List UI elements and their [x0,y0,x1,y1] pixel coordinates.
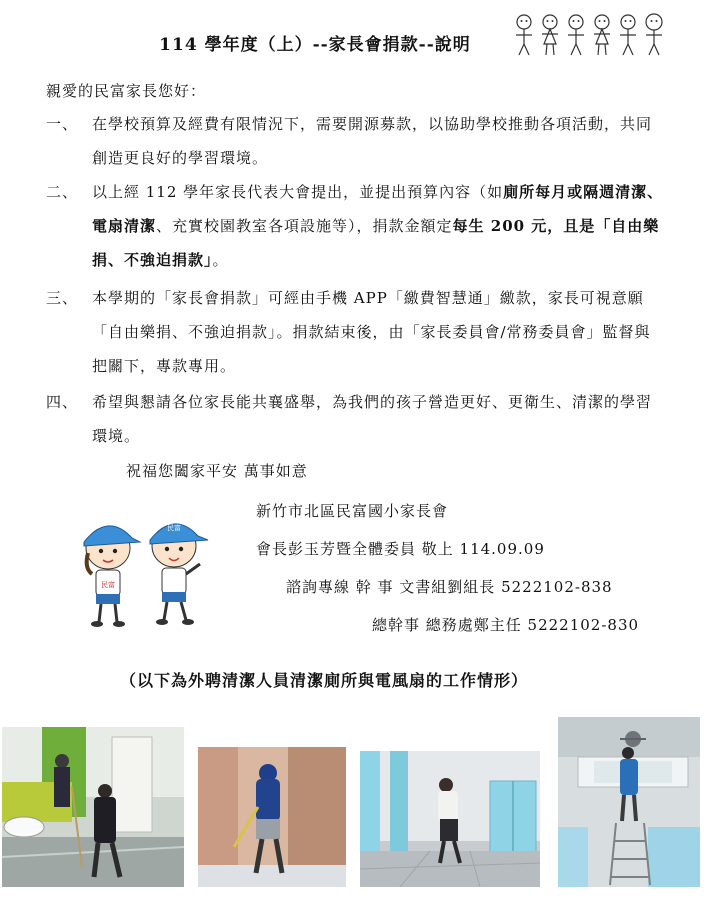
signature-org: 新竹市北區民富國小家長會 [256,502,449,520]
photo-cleaning-restroom-sinks [2,727,184,887]
list-item-2 [46,175,666,279]
list-item-1 [46,107,666,177]
signature-president: 會長彭玉芳暨全體委員 敬上 114.09.09 [256,540,545,558]
item-text [92,175,666,277]
photo-cleaning-ceiling-fan [558,717,700,887]
item-number: 一、 [46,115,79,133]
item-text [92,107,666,175]
children-doodle-icon [510,10,670,58]
body-text: 。 [212,251,229,269]
contact-line-1: 諮詢專線 幹 事 文書組劉組長 5222102-838 [286,578,613,596]
mascot-cap-label: 民富 [167,524,181,532]
page-title: 114 學年度（上）--家長會捐款--說明 [159,35,471,55]
body-text: 希望與懇請各位家長能共襄盛舉，為我們的孩子營造更好、更衛生、清潔的學習環境。 [92,393,653,445]
item-number: 二、 [46,183,79,201]
item-number: 三、 [46,289,79,307]
photo-cleaning-stall-door [198,747,346,887]
mascot-shirt-label: 民富 [101,581,115,589]
greeting: 親愛的民富家長您好： [46,82,207,100]
contact-line-2: 總幹事 總務處鄭主任 5222102-830 [372,616,640,634]
emphasis-text: 廁所每月或隔週清潔、電扇清潔 [92,183,664,235]
item-text [92,281,666,383]
school-mascots-icon [70,508,220,633]
body-text: 本學期的「家長會捐款」可經由手機 APP「繳費智慧通」繳款，家長可視意願「自由樂捐、不強迫捐款」。捐款結束後，由「家長委員會/常務委員會」監督與把關下，專款專用。 [92,289,651,375]
body-text: 在學校預算及經費有限情況下，需要開源募款，以協助學校推動各項活動，共同創造更良好的學習環境。 [92,115,653,167]
emphasis-text: 每生 200 元，且是「自由樂捐、不強迫捐款」 [92,217,660,269]
list-item-4 [46,385,666,455]
item-number: 四、 [46,393,79,411]
photos-caption: （以下為外聘清潔人員清潔廁所與電風扇的工作情形） [120,671,529,690]
item-text [92,385,666,453]
list-item-3 [46,281,666,385]
body-text: 以上經 112 學年家長代表大會提出，並提出預算內容（如 [92,183,504,201]
body-text: 、充實校園教室各項設施等），捐款金額定 [156,217,453,235]
closing-wish: 祝福您闔家平安 萬事如意 [126,462,308,480]
photo-cleaning-stalls-floor [360,751,540,887]
